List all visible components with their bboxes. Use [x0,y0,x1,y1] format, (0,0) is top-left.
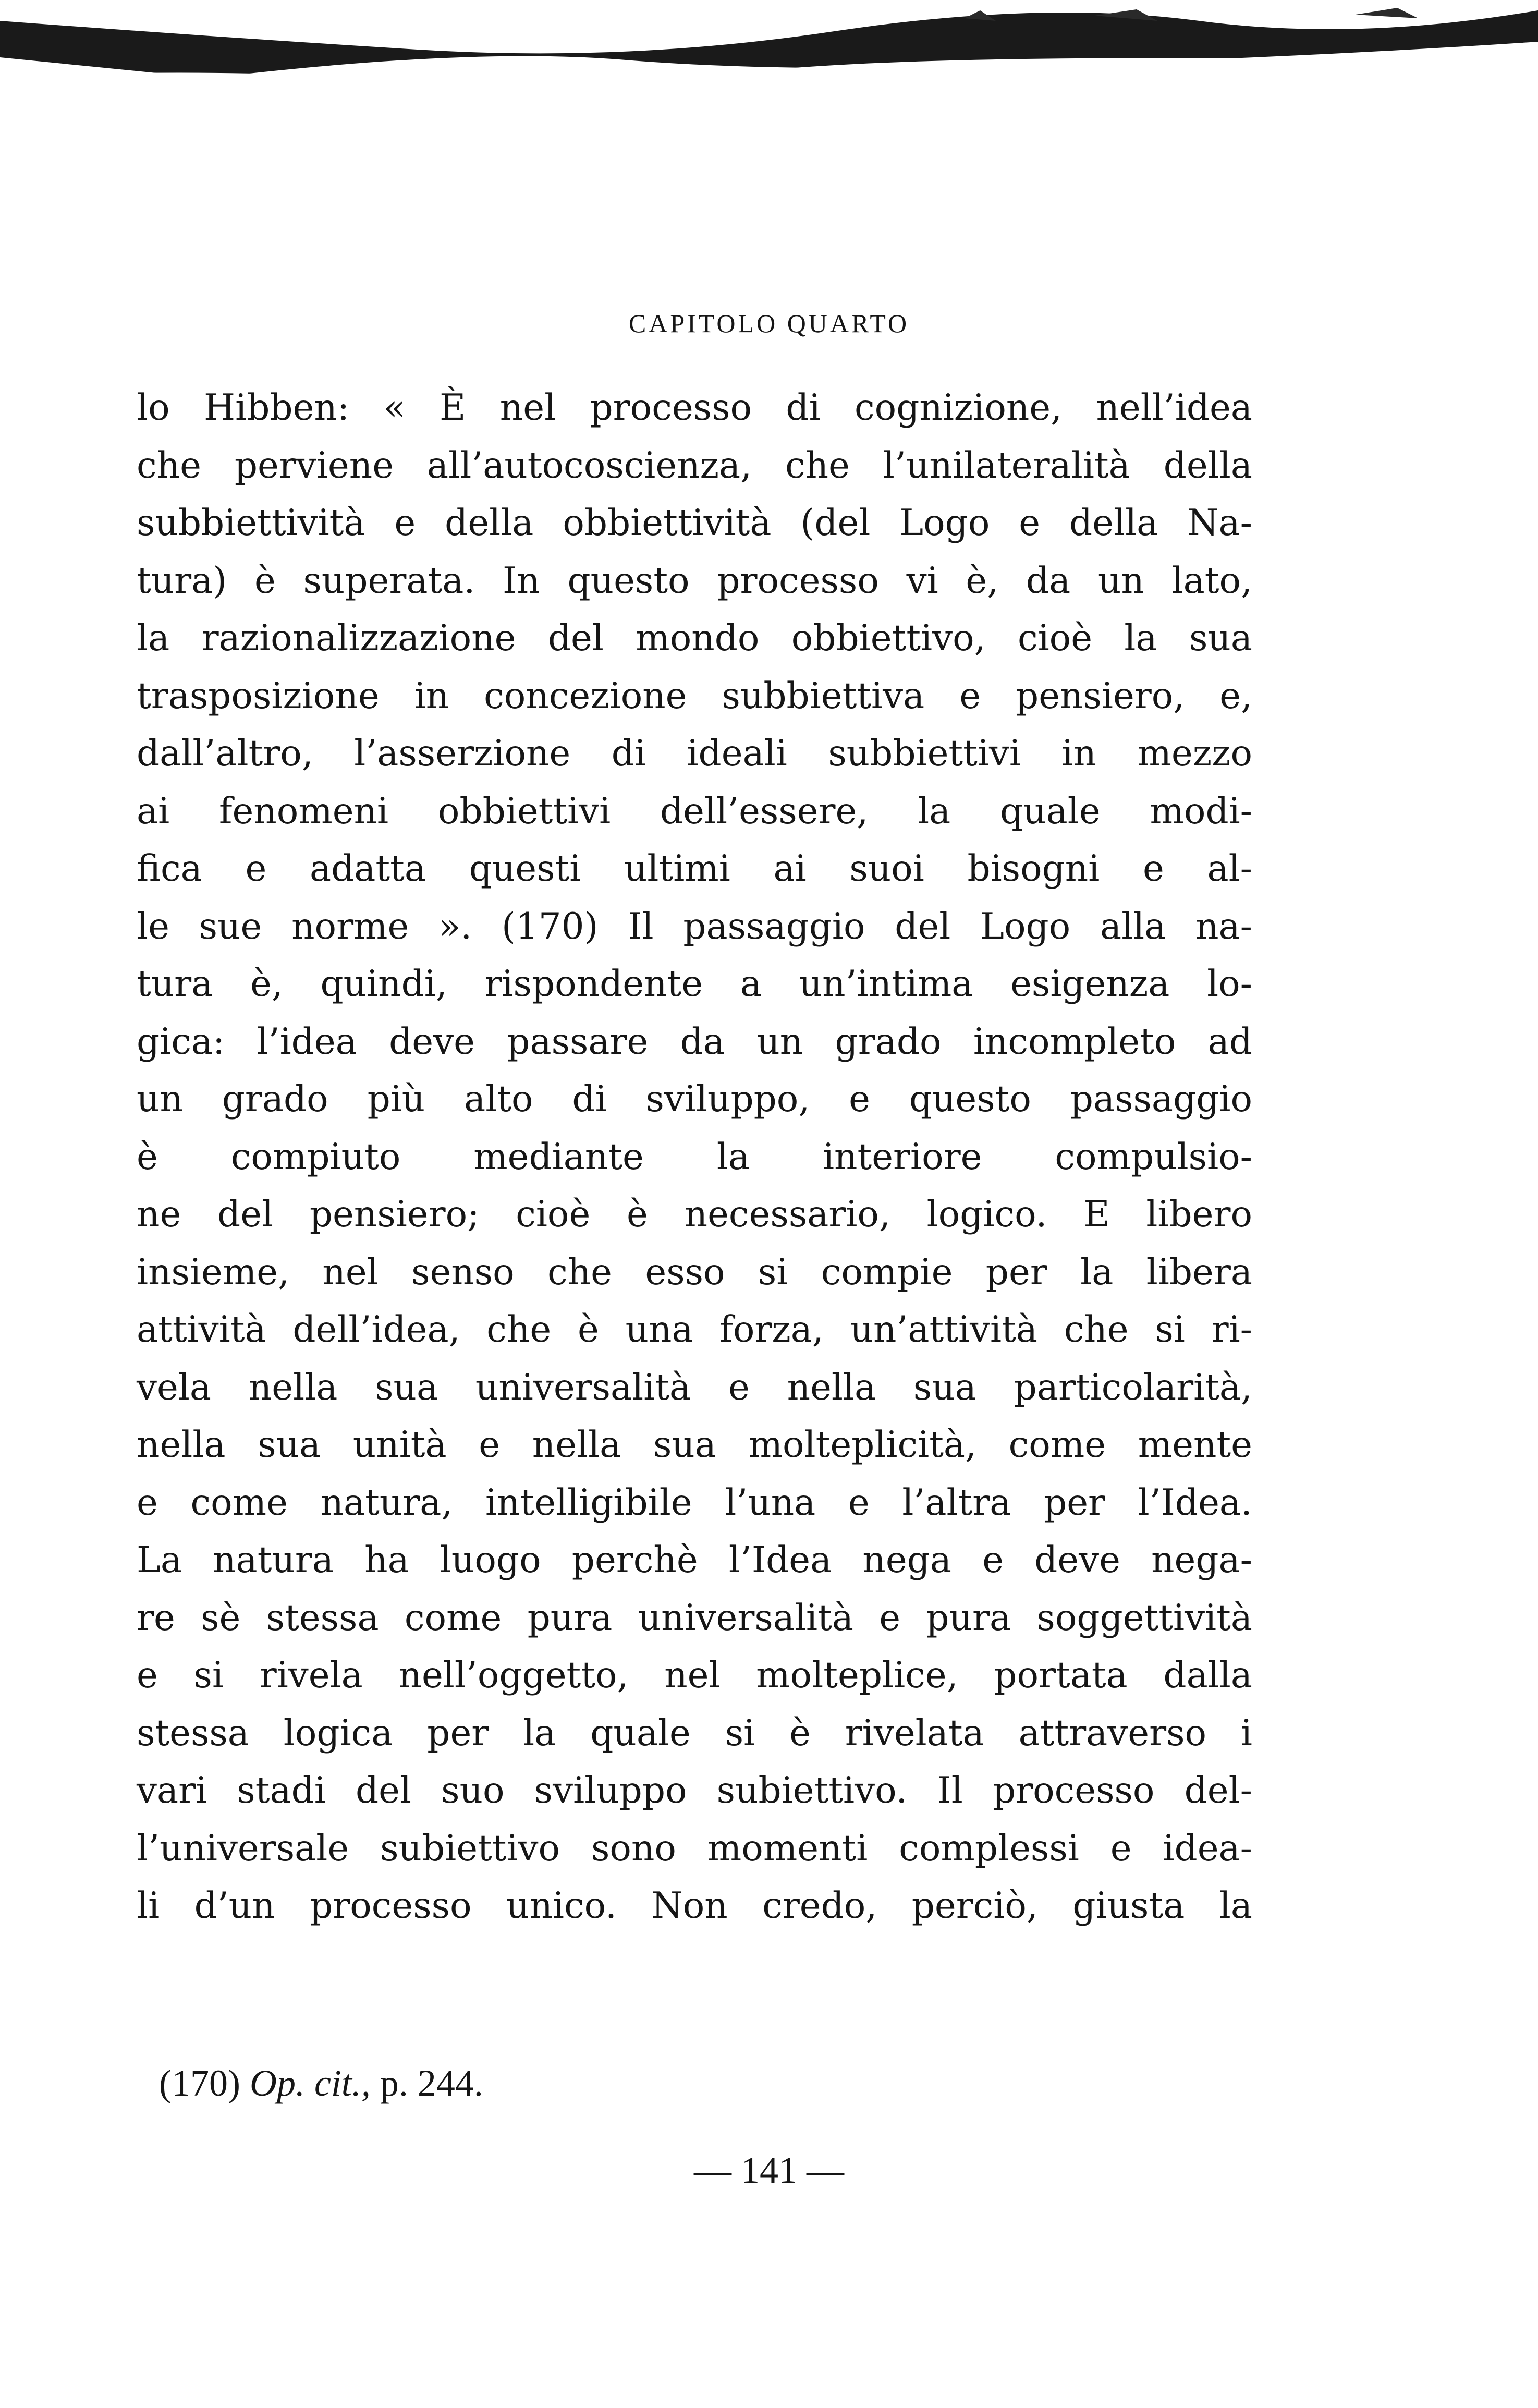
text-line: le sue norme ». (170) Il passaggio del Logo alla na- [137,905,1252,947]
text-line: re sè stessa come pura universalità e pura soggettività [137,1597,1252,1639]
page-number: — 141 — [694,2149,844,2191]
running-header: CAPITOLO QUARTO [628,309,910,338]
text-line: lo Hibben: « È nel processo di cognizione, nell’idea [137,387,1252,429]
text-line: attività dell’idea, che è una forza, un’attività che si ri- [137,1309,1252,1351]
text-line: stessa logica per la quale si è rivelata attraverso i [137,1712,1252,1754]
text-line: subbiettività e della obbiettività (del Logo e della Na- [137,502,1252,544]
text-line: è compiuto mediante la interiore compulsio- [137,1136,1252,1178]
text-line: e come natura, intelligibile l’una e l’altra per l’Idea. [137,1481,1252,1524]
scanned-top-edge [0,0,1538,78]
text-line: insieme, nel senso che esso si compie per la libera [137,1251,1252,1293]
footnote-number: (170) [159,2062,240,2104]
body-text [137,379,1252,1935]
text-line: vari stadi del suo sviluppo subiettivo. Il processo del- [137,1770,1252,1811]
text-line: li d’un processo unico. Non credo, perciò, giusta la [137,1885,1252,1927]
text-line: e si rivela nell’oggetto, nel molteplice, portata dalla [137,1655,1252,1696]
text-line: dall’altro, l’asserzione di ideali subbiettivi in mezzo [137,733,1252,774]
footnote-page: p. 244. [380,2062,483,2104]
text-line: fica e adatta questi ultimi ai suoi bisogni e al- [137,848,1252,890]
text-line: tura) è superata. In questo processo vi è, da un lato, [137,560,1252,602]
text-line: ai fenomeni obbiettivi dell’essere, la quale modi- [137,790,1252,832]
text-line: un grado più alto di sviluppo, e questo passaggio [137,1078,1252,1120]
text-line: l’universale subiettivo sono momenti complessi e idea- [137,1827,1252,1869]
text-line: nella sua unità e nella sua molteplicità, come mente [137,1424,1252,1466]
text-line: tura è, quindi, rispondente a un’intima esigenza lo- [137,963,1252,1005]
text-line: La natura ha luogo perchè l’Idea nega e deve nega- [137,1539,1252,1581]
footnote [159,2060,483,2107]
text-line: che perviene all’autocoscienza, che l’unilateralità della [137,444,1252,487]
text-line: ne del pensiero; cioè è necessario, logico. E libero [137,1194,1252,1235]
text-line: la razionalizzazione del mondo obbiettivo, cioè la sua [137,617,1252,659]
text-line: vela nella sua universalità e nella sua particolarità, [137,1366,1252,1408]
text-line: trasposizione in concezione subbiettiva e pensiero, e, [137,675,1252,717]
footnote-work: Op. cit., [249,2062,371,2104]
text-line: gica: l’idea deve passare da un grado incompleto ad [137,1020,1252,1063]
